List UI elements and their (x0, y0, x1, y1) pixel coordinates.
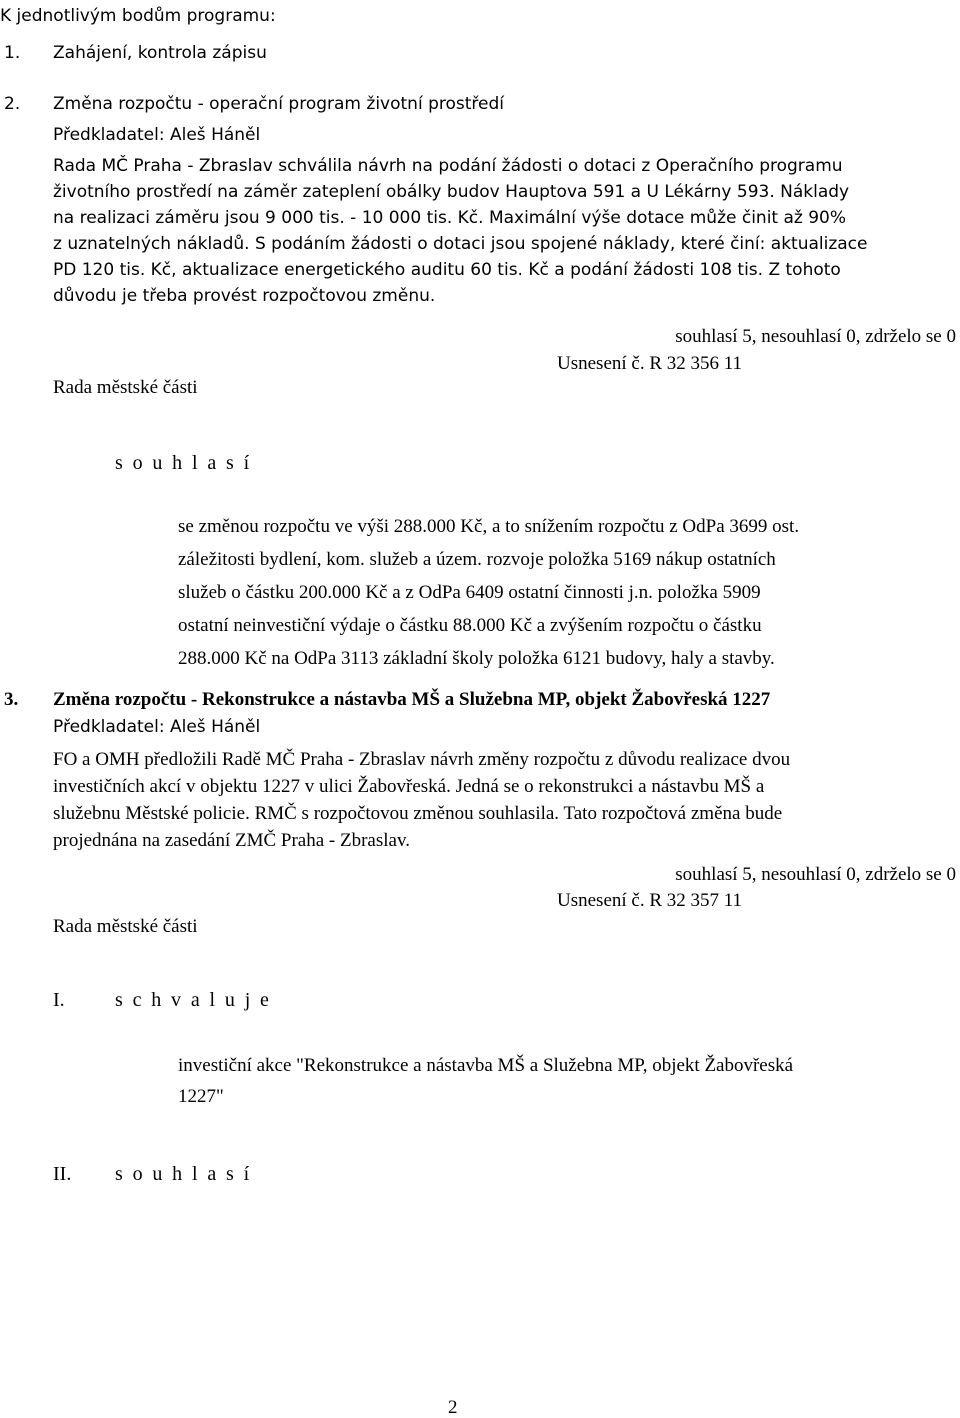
part-1-verb: s c h v a l u j e (115, 989, 272, 1011)
decision-line: záležitosti bydlení, kom. služeb a územ. rozvoje položka 5169 nákup ostatních (178, 549, 776, 570)
text-line: projednána na zasedání ZMČ Praha - Zbraslav. (53, 830, 410, 851)
decision-line: 288.000 Kč na OdPa 3113 základní školy položka 6121 budovy, haly a stavby. (178, 648, 775, 669)
item-3-number: 3. (4, 689, 19, 710)
part-2-verb: s o u h l a s í (115, 1163, 252, 1185)
item-3-vote: souhlasí 5, nesouhlasí 0, zdrželo se 0 (675, 864, 956, 885)
item-2-council: Rada městské části (53, 377, 198, 398)
part-1-line: investiční akce "Rekonstrukce a nástavba MŠ a Služebna MP, objekt Žabovřeská (178, 1055, 794, 1076)
item-2-presenter: Předkladatel: Aleš Háněl (53, 125, 261, 145)
part-2-number: II. (53, 1163, 72, 1185)
page-number: 2 (448, 1397, 458, 1418)
item-2-title: Změna rozpočtu - operační program životní prostředí (53, 94, 504, 114)
decision-line: služeb o částku 200.000 Kč a z OdPa 6409 ostatní činnosti j.n. položka 5909 (178, 582, 761, 603)
item-2-vote: souhlasí 5, nesouhlasí 0, zdrželo se 0 (675, 326, 956, 347)
intro-heading: K jednotlivým bodům programu: (0, 6, 276, 26)
item-3-council: Rada městské části (53, 916, 198, 937)
text-line: investičních akcí v objektu 1227 v ulici Žabovřeská. Jedná se o rekonstrukci a nástavbu MŠ a (53, 776, 765, 797)
item-3-presenter: Předkladatel: Aleš Háněl (53, 717, 261, 737)
text-line: služebnu Městské policie. RMČ s rozpočtovou změnou souhlasila. Tato rozpočtová změna bude (53, 803, 783, 824)
item-2-number: 2. (4, 94, 21, 114)
decision-line: ostatní neinvestiční výdaje o částku 88.000 Kč a zvýšením rozpočtu o částku (178, 615, 762, 636)
text-line: z uznatelných nákladů. S podáním žádosti o dotaci jsou spojené náklady, které činí: aktualizace (53, 234, 868, 254)
item-1-title: Zahájení, kontrola zápisu (53, 43, 267, 63)
text-line: na realizaci záměru jsou 9 000 tis. - 10 000 tis. Kč. Maximální výše dotace může činit až 90% (53, 208, 847, 228)
item-2-resolution: Usnesení č. R 32 356 11 (557, 353, 743, 374)
text-line: Rada MČ Praha - Zbraslav schválila návrh na podání žádosti o dotaci z Operačního programu (53, 156, 843, 176)
decision-line: se změnou rozpočtu ve výši 288.000 Kč, a to snížením rozpočtu z OdPa 3699 ost. (178, 516, 800, 537)
text-line: FO a OMH předložili Radě MČ Praha - Zbraslav návrh změny rozpočtu z důvodu realizace dvou (53, 749, 791, 770)
part-1-number: I. (53, 989, 65, 1011)
text-line: PD 120 tis. Kč, aktualizace energetického auditu 60 tis. Kč a podání žádosti 108 tis. Z tohoto (53, 260, 841, 280)
item-2-verb: s o u h l a s í (115, 452, 252, 474)
item-3-resolution: Usnesení č. R 32 357 11 (557, 890, 743, 911)
text-line: životního prostředí na záměr zateplení obálky budov Hauptova 591 a U Lékárny 593. Náklady (53, 182, 850, 202)
text-line: důvodu je třeba provést rozpočtovou změnu. (53, 286, 436, 306)
part-1-line: 1227" (178, 1086, 224, 1107)
item-1-number: 1. (4, 43, 21, 63)
item-3-title: Změna rozpočtu - Rekonstrukce a nástavba MŠ a Služebna MP, objekt Žabovřeská 1227 (53, 689, 771, 710)
